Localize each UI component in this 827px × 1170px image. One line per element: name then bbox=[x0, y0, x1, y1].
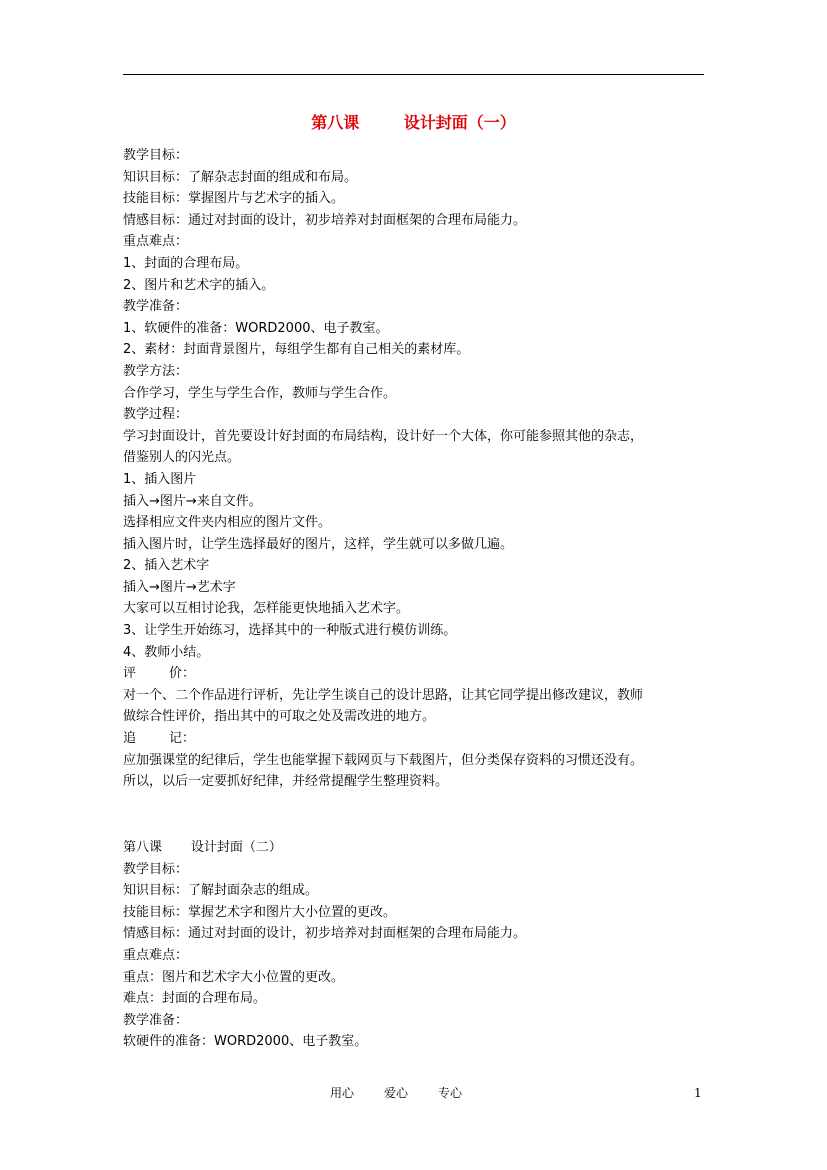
paragraph-line: 2、图片和艺术字的插入。 bbox=[123, 277, 275, 293]
paragraph-line: 重点难点： bbox=[123, 234, 189, 250]
paragraph-line: 追 记： bbox=[123, 731, 196, 747]
footer-motto-word: 爱心 bbox=[384, 1086, 409, 1100]
paragraph-line: 学习封面设计，首先要设计好封面的布局结构，设计好一个大体，你可能参照其他的杂志， bbox=[123, 428, 644, 444]
paragraph-line: 选择相应文件夹内相应的图片文件。 bbox=[123, 515, 332, 531]
footer-motto bbox=[330, 1085, 492, 1101]
paragraph-line: 做综合性评价，指出其中的可取之处及需改进的地方。 bbox=[123, 709, 436, 725]
paragraph-line: 技能目标：掌握图片与艺术字的插入。 bbox=[123, 191, 345, 207]
paragraph-line: 评 价： bbox=[123, 666, 196, 682]
paragraph-line: 所以，以后一定要抓好纪律，并经常提醒学生整理资料。 bbox=[123, 774, 449, 790]
paragraph-line: 1、软硬件的准备：WORD2000、电子教室。 bbox=[123, 320, 389, 336]
paragraph-line: 插入→图片→艺术字 bbox=[123, 579, 236, 595]
paragraph-line: 重点：图片和艺术字大小位置的更改。 bbox=[123, 969, 345, 985]
paragraph-line: 借鉴别人的闪光点。 bbox=[123, 450, 241, 466]
paragraph-line: 重点难点： bbox=[123, 947, 189, 963]
lesson-two-body bbox=[123, 837, 708, 1053]
paragraph-line: 大家可以互相讨论我，怎样能更快地插入艺术字。 bbox=[123, 601, 410, 617]
paragraph-line: 1、封面的合理布局。 bbox=[123, 255, 249, 271]
paragraph-line: 插入→图片→来自文件。 bbox=[123, 493, 262, 509]
paragraph-line: 难点：封面的合理布局。 bbox=[123, 991, 267, 1007]
paragraph-line: 知识目标：了解封面杂志的组成。 bbox=[123, 883, 319, 899]
paragraph-line: 教学过程： bbox=[123, 407, 189, 423]
paragraph-line: 知识目标：了解杂志封面的组成和布局。 bbox=[123, 169, 358, 185]
paragraph-line: 教学目标： bbox=[123, 148, 189, 163]
lesson-two-title: 第八课 设计封面（二） bbox=[123, 840, 282, 855]
paragraph-line: 2、插入艺术字 bbox=[123, 558, 210, 574]
lesson-title: 第八课 设计封面（一） bbox=[311, 113, 516, 132]
paragraph-line: 教学方法： bbox=[123, 363, 189, 379]
paragraph-line: 3、让学生开始练习，选择其中的一种版式进行模仿训练。 bbox=[123, 623, 457, 639]
footer-motto-word: 专心 bbox=[438, 1086, 463, 1100]
paragraph-line: 教学准备： bbox=[123, 299, 189, 315]
paragraph-line: 情感目标：通过对封面的设计，初步培养对封面框架的合理布局能力。 bbox=[123, 926, 527, 942]
paragraph-line: 教学目标： bbox=[123, 861, 189, 877]
paragraph-line: 应加强课堂的纪律后，学生也能掌握下载网页与下载图片，但分类保存资料的习惯还没有。 bbox=[123, 752, 644, 768]
paragraph-line: 技能目标：掌握艺术字和图片大小位置的更改。 bbox=[123, 904, 397, 920]
paragraph-line: 教学准备： bbox=[123, 1012, 189, 1028]
paragraph-line: 软硬件的准备：WORD2000、电子教室。 bbox=[123, 1034, 368, 1050]
paragraph-line: 对一个、二个作品进行评析，先让学生谈自己的设计思路，让其它同学提出修改建议，教师 bbox=[123, 687, 644, 703]
paragraph-line: 插入图片时，让学生选择最好的图片，这样，学生就可以多做几遍。 bbox=[123, 536, 514, 552]
header-rule bbox=[123, 74, 704, 75]
page-number: 1 bbox=[694, 1086, 702, 1100]
paragraph-line: 情感目标：通过对封面的设计，初步培养对封面框架的合理布局能力。 bbox=[123, 212, 527, 228]
footer-motto-word: 用心 bbox=[330, 1086, 355, 1100]
lesson-one-body bbox=[123, 145, 708, 793]
paragraph-line: 2、素材：封面背景图片，每组学生都有自己相关的素材库。 bbox=[123, 342, 470, 358]
paragraph-line: 4、教师小结。 bbox=[123, 644, 210, 660]
paragraph-line: 合作学习，学生与学生合作，教师与学生合作。 bbox=[123, 385, 397, 401]
paragraph-line: 1、插入图片 bbox=[123, 471, 197, 487]
